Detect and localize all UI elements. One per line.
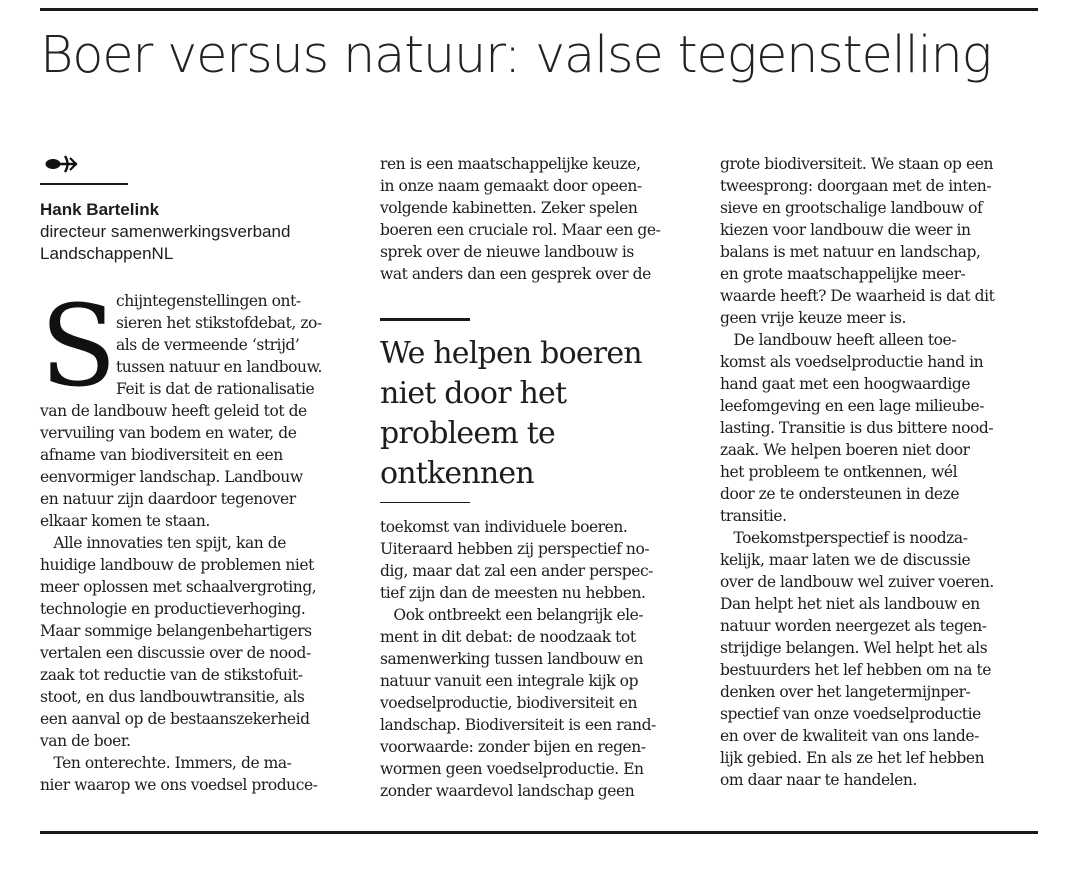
- column-2-top: [380, 153, 660, 285]
- body-text-line: toekomst van individuele boeren.: [380, 518, 628, 536]
- body-text-line: door ze te ondersteunen in deze: [720, 485, 960, 503]
- body-text-line: samenwerking tussen landbouw en: [380, 650, 644, 668]
- body-text-line: transitie.: [720, 507, 787, 525]
- pull-quote: [380, 334, 642, 494]
- body-text-line: De landbouw heeft alleen toe-: [720, 331, 957, 349]
- author-divider: [40, 183, 128, 185]
- body-text-line: ment in dit debat: de noodzaak tot: [380, 628, 636, 646]
- body-text-line: voorwaarde: zonder bijen en regen-: [380, 738, 646, 756]
- column-3: [720, 153, 994, 791]
- column-1-intro: [116, 290, 322, 400]
- body-text-line: volgende kabinetten. Zeker spelen: [380, 199, 638, 217]
- body-text-line: tief zijn dan de meesten nu hebben.: [380, 584, 646, 602]
- body-text-line: vervuiling van bodem en water, de: [40, 424, 297, 442]
- author-name: Hank Bartelink: [40, 200, 160, 219]
- body-text-line: boeren een cruciale rol. Maar een ge-: [380, 221, 661, 239]
- body-text-line: lasting. Transitie is dus bittere nood-: [720, 419, 994, 437]
- body-text-line: denken over het langetermijnper-: [720, 683, 971, 701]
- body-text-line: en natuur zijn daardoor tegenover: [40, 490, 296, 508]
- drop-cap: S: [40, 282, 117, 412]
- body-text-line: meer oplossen met schaalvergroting,: [40, 578, 317, 596]
- body-text-line: zonder waardevol landschap geen: [380, 782, 635, 800]
- body-text-line: zaak tot reductie van de stikstofuit-: [40, 666, 303, 684]
- author-role-line-1: directeur samenwerkingsverband: [40, 222, 291, 241]
- body-text-line: elkaar komen te staan.: [40, 512, 210, 530]
- body-text-line: balans is met natuur en landschap,: [720, 243, 981, 261]
- body-text-line: leefomgeving en een lage milieube-: [720, 397, 985, 415]
- body-text-line: tussen natuur en landbouw.: [116, 358, 323, 376]
- body-text-line: komst als voedselproductie hand in: [720, 353, 984, 371]
- body-text-line: van de landbouw heeft geleid tot de: [40, 402, 307, 420]
- body-text-line: Toekomstperspectief is noodza-: [720, 529, 968, 547]
- body-text-line: bestuurders het lef hebben om na te: [720, 661, 991, 679]
- opinion-logo-icon: [44, 153, 82, 178]
- body-text-line: in onze naam gemaakt door opeen-: [380, 177, 642, 195]
- body-text-line: Uiteraard hebben zij perspectief no-: [380, 540, 650, 558]
- body-text-line: dig, maar dat zal een ander perspec-: [380, 562, 653, 580]
- body-text-line: Alle innovaties ten spijt, kan de: [40, 534, 286, 552]
- body-text-line: kelijk, maar laten we de discussie: [720, 551, 971, 569]
- body-text-line: stoot, en dus landbouwtransitie, als: [40, 688, 305, 706]
- body-text-line: zaak. We helpen boeren niet door: [720, 441, 970, 459]
- body-text-line: spectief van onze voedselproductie: [720, 705, 981, 723]
- body-text-line: eenvormiger landschap. Landbouw: [40, 468, 303, 486]
- body-text-line: een aanval op de bestaanszekerheid: [40, 710, 310, 728]
- author-block: [40, 199, 360, 265]
- pull-quote-line: probleem te: [380, 416, 555, 451]
- body-text-line: grote biodiversiteit. We staan op een: [720, 155, 993, 173]
- body-text-line: lijk gebied. En als ze het lef hebben: [720, 749, 985, 767]
- column-1-body: [40, 400, 317, 796]
- body-text-line: als de vermeende ‘strijd’: [116, 336, 300, 354]
- body-text-line: Dan helpt het niet als landbouw en: [720, 595, 980, 613]
- body-text-line: wormen geen voedselproductie. En: [380, 760, 644, 778]
- body-text-line: chijntegenstellingen ont-: [116, 292, 301, 310]
- body-text-line: van de boer.: [40, 732, 131, 750]
- body-text-line: sieve en grootschalige landbouw of: [720, 199, 983, 217]
- body-text-line: geen vrije keuze meer is.: [720, 309, 906, 327]
- body-text-line: vertalen een discussie over de nood-: [40, 644, 311, 662]
- body-text-line: tweesprong: doorgaan met de inten-: [720, 177, 992, 195]
- pull-quote-line: ontkennen: [380, 456, 534, 491]
- top-rule: [40, 8, 1038, 11]
- body-text-line: waarde heeft? De waarheid is dat dit: [720, 287, 995, 305]
- pull-quote-top-rule: [380, 318, 470, 321]
- body-text-line: huidige landbouw de problemen niet: [40, 556, 314, 574]
- body-text-line: Ten onterechte. Immers, de ma-: [40, 754, 292, 772]
- body-text-line: landschap. Biodiversiteit is een rand-: [380, 716, 656, 734]
- body-text-line: kiezen voor landbouw die weer in: [720, 221, 971, 239]
- body-text-line: nier waarop we ons voedsel produce-: [40, 776, 318, 794]
- body-text-line: ren is een maatschappelijke keuze,: [380, 155, 641, 173]
- body-text-line: wat anders dan een gesprek over de: [380, 265, 651, 283]
- pull-quote-line: We helpen boeren: [380, 336, 642, 371]
- column-2-bottom: [380, 516, 656, 802]
- body-text-line: om daar naar te handelen.: [720, 771, 917, 789]
- body-text-line: over de landbouw wel zuiver voeren.: [720, 573, 994, 591]
- body-text-line: Maar sommige belangenbehartigers: [40, 622, 312, 640]
- article-headline: Boer versus natuur: valse tegenstelling: [40, 26, 992, 85]
- body-text-line: en grote maatschappelijke meer-: [720, 265, 966, 283]
- body-text-line: Feit is dat de rationalisatie: [116, 380, 315, 398]
- body-text-line: afname van biodiversiteit en een: [40, 446, 283, 464]
- pull-quote-line: niet door het: [380, 376, 567, 411]
- body-text-line: en over de kwaliteit van ons lande-: [720, 727, 979, 745]
- body-text-line: strijdige belangen. Wel helpt het als: [720, 639, 988, 657]
- body-text-line: natuur worden neergezet als tegen-: [720, 617, 987, 635]
- body-text-line: sprek over de nieuwe landbouw is: [380, 243, 634, 261]
- body-text-line: het probleem te ontkennen, wél: [720, 463, 958, 481]
- body-text-line: technologie en productieverhoging.: [40, 600, 306, 618]
- body-text-line: voedselproductie, biodiversiteit en: [380, 694, 637, 712]
- body-text-line: hand gaat met een hoogwaardige: [720, 375, 971, 393]
- bottom-rule: [40, 831, 1038, 834]
- body-text-line: Ook ontbreekt een belangrijk ele-: [380, 606, 644, 624]
- body-text-line: natuur vanuit een integrale kijk op: [380, 672, 639, 690]
- author-role-line-2: LandschappenNL: [40, 244, 174, 263]
- pull-quote-bottom-rule: [380, 502, 470, 503]
- body-text-line: sieren het stikstofdebat, zo-: [116, 314, 322, 332]
